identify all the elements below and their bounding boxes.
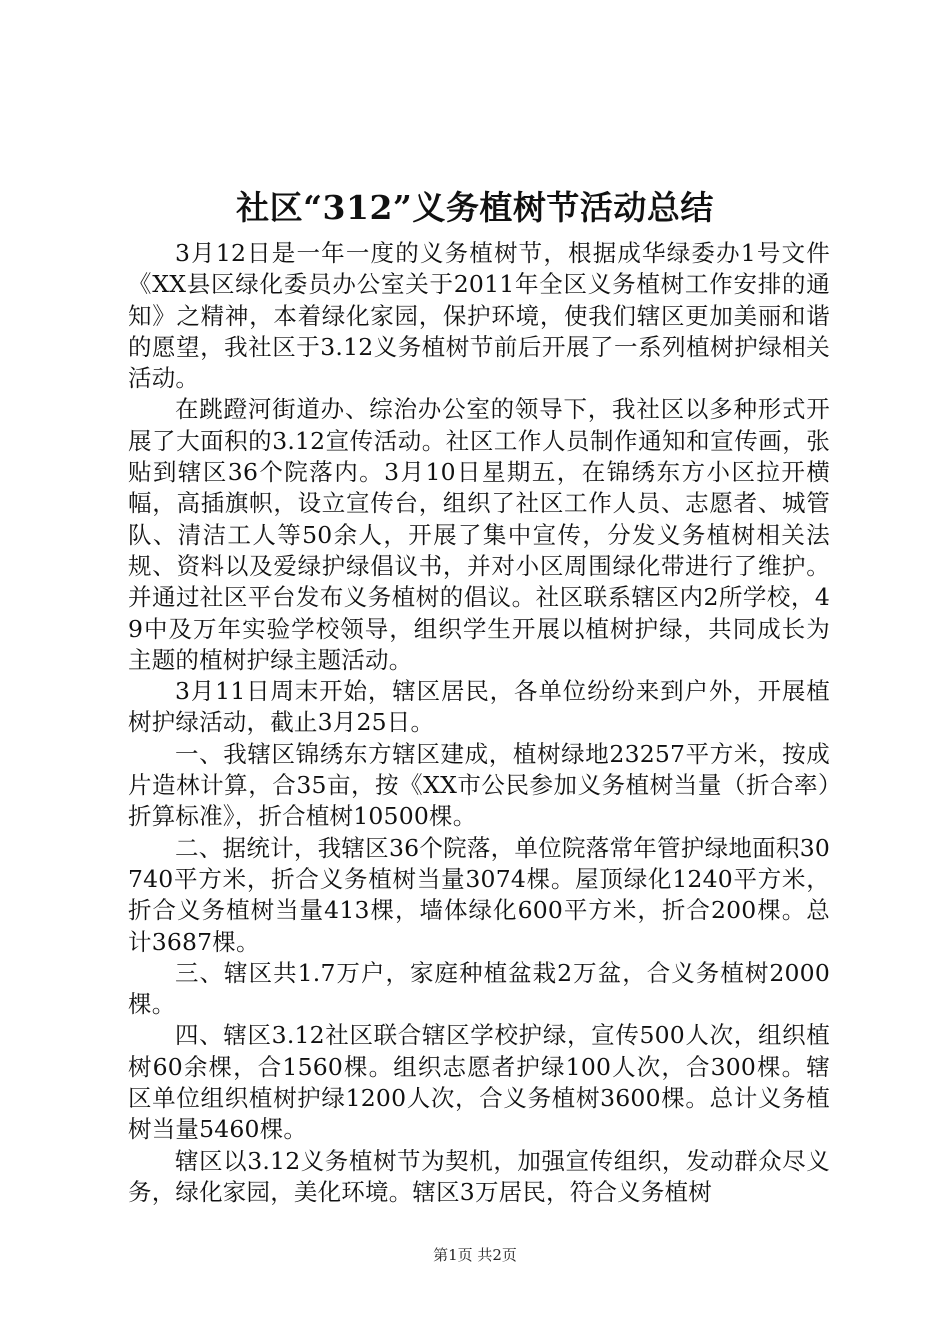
body-paragraph: 辖区以3.12义务植树节为契机，加强宣传组织，发动群众尽义务，绿化家园，美化环境。辖区3万居民，符合义务植树 (128, 1146, 830, 1206)
body-paragraph: 一、我辖区锦绣东方辖区建成，植树绿地23257平方米，按成片造林计算，合35亩，按《XX市公民参加义务植树当量（折合率）折算标准》，折合植树10500棵。 (128, 739, 830, 831)
page-number-footer: 第1页 共2页 (433, 1246, 517, 1264)
document-body (128, 238, 830, 1208)
body-paragraph: 三、辖区共1.7万户，家庭种植盆栽2万盆，合义务植树2000棵。 (128, 958, 830, 1019)
body-paragraph: 3月11日周末开始，辖区居民，各单位纷纷来到户外，开展植树护绿活动，截止3月25日。 (128, 677, 830, 737)
body-paragraph: 在跳蹬河街道办、综治办公室的领导下，我社区以多种形式开展了大面积的3.12宣传活动。社区工作人员制作通知和宣传画，张贴到辖区36个院落内。3月10日星期五，在锦绣东方小区拉开横幅，高插旗帜，设立宣传台，组织了社区工作人员、志愿者、城管队、清洁工人等50余人，开展了集中宣传，分发义务植树相关法规、资料以及爱绿护绿倡议书，并对小区周围绿化带进行了维护。并通过社区平台发布义务植树的倡议。社区联系辖区内2所学校，49中及万年实验学校领导，组织学生开展以植树护绿，共同成长为主题的植树护绿主题活动。 (128, 395, 830, 674)
document-title: 社区“312”义务植树节活动总结 (236, 188, 714, 227)
body-paragraph: 二、据统计，我辖区36个院落，单位院落常年管护绿地面积30740平方米，折合义务植树当量3074棵。屋顶绿化1240平方米，折合义务植树当量413棵，墙体绿化600平方米，折合200棵。总计3687棵。 (128, 833, 830, 956)
body-paragraph: 四、辖区3.12社区联合辖区学校护绿，宣传500人次，组织植树60余棵，合1560棵。组织志愿者护绿100人次，合300棵。辖区单位组织植树护绿1200人次，合义务植树3600棵。总计义务植树当量5460棵。 (128, 1021, 830, 1144)
body-paragraph: 3月12日是一年一度的义务植树节，根据成华绿委办1号文件《XX县区绿化委员办公室关于2011年全区义务植树工作安排的通知》之精神，本着绿化家园，保护环境，使我们辖区更加美丽和谐的愿望，我社区于3.12义务植树节前后开展了一系列植树护绿相关活动。 (128, 239, 830, 393)
